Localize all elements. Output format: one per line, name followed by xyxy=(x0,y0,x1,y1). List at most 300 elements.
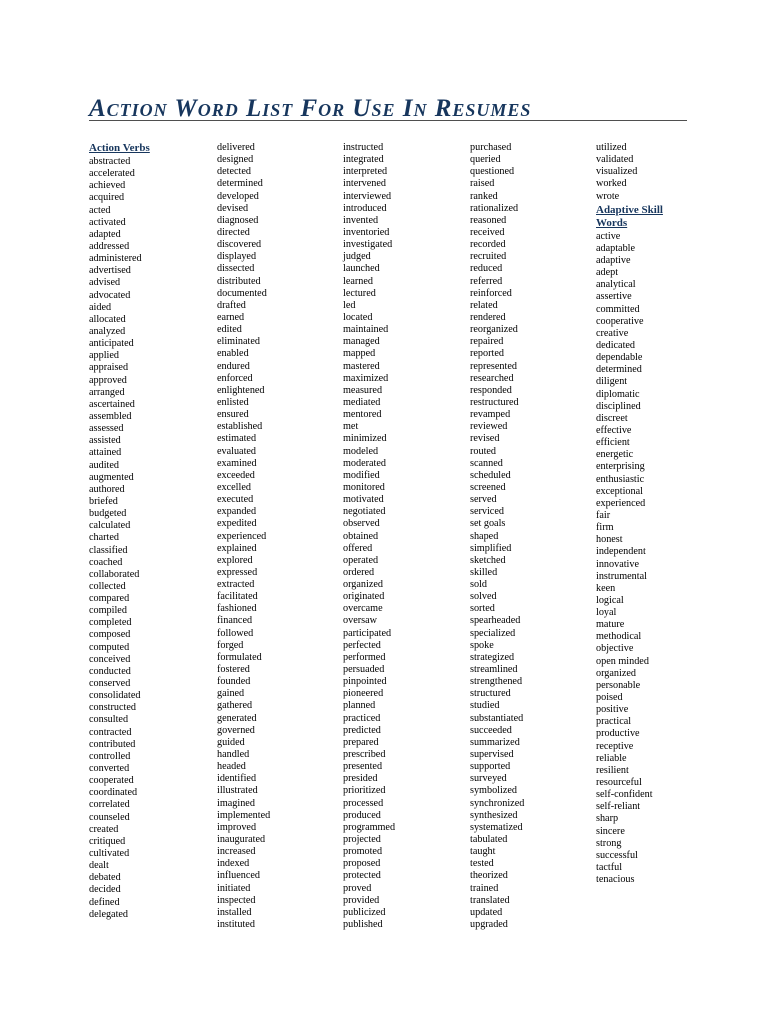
word-item: imagined xyxy=(217,797,255,809)
word-item: extracted xyxy=(217,579,255,591)
word-item: classified xyxy=(89,544,128,556)
word-item: self-reliant xyxy=(596,801,641,813)
word-item: presided xyxy=(343,773,378,785)
word-item: evaluated xyxy=(217,445,257,457)
word-item: prepared xyxy=(343,736,379,748)
word-item: coordinated xyxy=(89,787,138,799)
word-item: identified xyxy=(217,773,257,785)
word-item: intervened xyxy=(343,178,386,190)
word-item: energetic xyxy=(596,449,634,461)
word-item: forged xyxy=(217,639,244,651)
word-item: tabulated xyxy=(470,834,508,846)
word-item: analyzed xyxy=(89,325,126,337)
word-item: processed xyxy=(343,797,384,809)
word-item: formulated xyxy=(217,651,262,663)
word-item: organized xyxy=(343,579,383,591)
word-item: indexed xyxy=(217,858,250,870)
word-item: mentored xyxy=(343,409,382,421)
word-item: substantiated xyxy=(470,712,524,724)
word-item: calculated xyxy=(89,520,131,532)
word-item: oversaw xyxy=(343,615,377,627)
word-item: monitored xyxy=(343,481,385,493)
word-item: devised xyxy=(217,202,249,214)
word-item: theorized xyxy=(470,870,508,882)
word-item: appraised xyxy=(89,362,129,374)
word-item: sketched xyxy=(470,554,506,566)
word-item: edited xyxy=(217,324,242,336)
word-item: logical xyxy=(596,594,624,606)
word-list xyxy=(217,142,337,931)
word-item: self-confident xyxy=(596,789,653,801)
word-item: published xyxy=(343,919,383,930)
word-item: recorded xyxy=(470,239,506,251)
word-item: authored xyxy=(89,483,125,495)
word-item: screened xyxy=(470,481,506,493)
word-item: achieved xyxy=(89,180,126,192)
word-item: prioritized xyxy=(343,785,386,797)
word-item: judged xyxy=(343,251,371,263)
word-item: routed xyxy=(470,445,497,457)
word-item: enlightened xyxy=(217,384,265,396)
word-item: queried xyxy=(470,154,501,166)
word-list xyxy=(343,142,463,931)
word-item: inspected xyxy=(217,894,256,906)
word-item: detected xyxy=(217,166,251,178)
word-item: allocated xyxy=(89,313,126,325)
word-item: resilient xyxy=(596,764,629,776)
word-item: represented xyxy=(470,360,517,372)
word-item: completed xyxy=(89,617,132,629)
word-item: launched xyxy=(343,263,380,275)
word-item: accelerated xyxy=(89,168,135,180)
word-item: managed xyxy=(343,336,380,348)
word-item: spoke xyxy=(470,639,494,651)
word-item: adaptive xyxy=(596,254,631,266)
word-item: introduced xyxy=(343,202,387,214)
word-item: synchronized xyxy=(470,797,525,809)
word-item: raised xyxy=(470,178,495,190)
word-item: pioneered xyxy=(343,688,384,700)
word-item: influenced xyxy=(217,870,260,882)
word-item: productive xyxy=(596,728,640,740)
word-item: addressed xyxy=(89,240,130,252)
word-item: perfected xyxy=(343,639,381,651)
word-item: visualized xyxy=(596,166,638,178)
word-item: audited xyxy=(89,459,119,471)
word-item: assembled xyxy=(89,410,132,422)
word-item: receptive xyxy=(596,740,634,752)
word-item: honest xyxy=(596,534,623,546)
word-item: responded xyxy=(470,384,512,396)
word-item: diplomatic xyxy=(596,388,640,400)
word-item: streamlined xyxy=(470,664,518,676)
word-item: open minded xyxy=(596,655,649,667)
word-item: earned xyxy=(217,311,245,323)
word-list xyxy=(596,142,716,203)
word-item: summarized xyxy=(470,736,520,748)
word-item: tenacious xyxy=(596,874,635,886)
word-item: designed xyxy=(217,154,254,166)
word-item: reliable xyxy=(596,752,627,764)
word-item: cultivated xyxy=(89,848,130,860)
word-item: expanded xyxy=(217,506,257,518)
word-item: sorted xyxy=(470,603,495,615)
word-item: personable xyxy=(596,679,641,691)
word-item: implemented xyxy=(217,809,271,821)
word-item: operated xyxy=(343,554,379,566)
word-item: established xyxy=(217,421,263,433)
word-item: instituted xyxy=(217,919,255,930)
word-item: reviewed xyxy=(470,421,508,433)
word-item: explored xyxy=(217,554,253,566)
word-item: maintained xyxy=(343,324,389,336)
word-item: negotiated xyxy=(343,506,386,518)
column-2 xyxy=(217,142,337,931)
word-item: invented xyxy=(343,214,379,226)
word-item: fair xyxy=(596,509,611,521)
word-item: planned xyxy=(343,700,376,712)
word-item: ascertained xyxy=(89,398,135,410)
word-item: creative xyxy=(596,327,629,339)
word-item: modified xyxy=(343,469,380,481)
word-item: strong xyxy=(596,837,622,849)
word-item: keen xyxy=(596,582,616,594)
word-item: acted xyxy=(89,204,111,216)
word-item: promoted xyxy=(343,846,383,858)
word-item: objective xyxy=(596,643,634,655)
word-item: validated xyxy=(596,154,634,166)
word-item: successful xyxy=(596,849,638,861)
word-item: converted xyxy=(89,763,130,775)
word-item: delivered xyxy=(217,142,255,153)
word-item: minimized xyxy=(343,433,387,445)
word-item: practiced xyxy=(343,712,381,724)
word-item: solved xyxy=(470,591,497,603)
column-5 xyxy=(596,142,716,886)
word-item: determined xyxy=(596,364,642,376)
word-item: adaptable xyxy=(596,242,636,254)
word-item: reorganized xyxy=(470,324,518,336)
word-item: enforced xyxy=(217,372,253,384)
word-item: researched xyxy=(470,372,514,384)
word-item: located xyxy=(343,311,373,323)
word-item: succeeded xyxy=(470,724,512,736)
word-item: defined xyxy=(89,896,120,908)
word-item: collaborated xyxy=(89,568,140,580)
word-item: distributed xyxy=(217,275,261,287)
column-4 xyxy=(470,142,590,931)
word-item: mapped xyxy=(343,348,376,360)
word-item: contributed xyxy=(89,738,136,750)
word-item: financed xyxy=(217,615,253,627)
action-verbs-heading: Action Verbs xyxy=(89,142,150,154)
word-item: rendered xyxy=(470,311,506,323)
word-item: projected xyxy=(343,834,381,846)
word-item: enlisted xyxy=(217,396,249,408)
word-list xyxy=(470,142,590,931)
word-item: interpreted xyxy=(343,166,388,178)
word-item: disciplined xyxy=(596,400,641,412)
word-item: restructured xyxy=(470,396,519,408)
word-item: wrote xyxy=(596,190,620,202)
word-item: discreet xyxy=(596,412,628,424)
word-item: activated xyxy=(89,216,126,228)
word-item: maximized xyxy=(343,372,389,384)
word-item: followed xyxy=(217,627,254,639)
word-item: practical xyxy=(596,716,632,728)
word-item: facilitated xyxy=(217,591,258,603)
word-item: investigated xyxy=(343,239,393,251)
word-item: drafted xyxy=(217,299,246,311)
word-item: dedicated xyxy=(596,339,636,351)
word-item: advocated xyxy=(89,289,131,301)
word-item: installed xyxy=(217,906,252,918)
word-item: proposed xyxy=(343,858,381,870)
word-item: symbolized xyxy=(470,785,517,797)
word-item: conceived xyxy=(89,653,131,665)
word-item: rationalized xyxy=(470,202,519,214)
word-item: explained xyxy=(217,542,257,554)
word-item: budgeted xyxy=(89,508,127,520)
word-item: experienced xyxy=(596,497,646,509)
word-item: updated xyxy=(470,906,503,918)
word-item: observed xyxy=(343,518,380,530)
word-item: documented xyxy=(217,287,267,299)
word-item: overcame xyxy=(343,603,383,615)
title-underline xyxy=(89,120,687,121)
word-item: translated xyxy=(470,894,510,906)
word-item: gained xyxy=(217,688,245,700)
word-item: enabled xyxy=(217,348,249,360)
word-item: exceptional xyxy=(596,485,643,497)
word-item: briefed xyxy=(89,495,118,507)
word-item: governed xyxy=(217,724,255,736)
word-item: executed xyxy=(217,494,254,506)
column-3 xyxy=(343,142,463,931)
word-item: modeled xyxy=(343,445,379,457)
word-item: compiled xyxy=(89,605,127,617)
word-item: reduced xyxy=(470,263,503,275)
word-item: revised xyxy=(470,433,500,445)
word-item: measured xyxy=(343,384,383,396)
word-item: moderated xyxy=(343,457,386,469)
word-item: questioned xyxy=(470,166,515,178)
word-item: scheduled xyxy=(470,469,511,481)
word-item: led xyxy=(343,299,356,311)
word-item: ordered xyxy=(343,566,375,578)
word-item: independent xyxy=(596,546,646,558)
word-item: proved xyxy=(343,882,372,894)
word-item: served xyxy=(470,494,497,506)
word-item: participated xyxy=(343,627,392,639)
word-item: scanned xyxy=(470,457,503,469)
word-item: ranked xyxy=(470,190,498,202)
word-item: specialized xyxy=(470,627,516,639)
word-item: approved xyxy=(89,374,127,386)
word-item: contracted xyxy=(89,726,132,738)
word-item: applied xyxy=(89,350,119,362)
word-item: improved xyxy=(217,821,257,833)
word-item: positive xyxy=(596,704,629,716)
word-item: learned xyxy=(343,275,373,287)
word-item: motivated xyxy=(343,494,384,506)
word-item: interviewed xyxy=(343,190,392,202)
word-item: excelled xyxy=(217,481,251,493)
word-item: innovative xyxy=(596,558,640,570)
word-item: correlated xyxy=(89,799,130,811)
word-item: assisted xyxy=(89,435,121,447)
adaptive-skill-words-heading: Adaptive Skill Words xyxy=(596,203,663,230)
word-item: produced xyxy=(343,809,381,821)
word-item: presented xyxy=(343,761,383,773)
word-item: committed xyxy=(596,303,640,315)
word-item: simplified xyxy=(470,542,512,554)
word-item: sincere xyxy=(596,825,625,837)
word-item: compared xyxy=(89,593,130,605)
word-item: publicized xyxy=(343,906,386,918)
word-item: computed xyxy=(89,641,130,653)
word-item: coached xyxy=(89,556,123,568)
word-item: serviced xyxy=(470,506,504,518)
word-item: abstracted xyxy=(89,156,131,167)
word-item: reinforced xyxy=(470,287,512,299)
word-item: headed xyxy=(217,761,246,773)
word-item: integrated xyxy=(343,154,384,166)
word-item: initiated xyxy=(217,882,251,894)
word-item: assessed xyxy=(89,423,124,435)
word-item: poised xyxy=(596,692,623,704)
word-item: controlled xyxy=(89,750,131,762)
word-item: dissected xyxy=(217,263,255,275)
word-item: protected xyxy=(343,870,381,882)
word-item: charted xyxy=(89,532,119,544)
word-item: met xyxy=(343,421,359,433)
word-item: trained xyxy=(470,882,499,894)
word-item: dealt xyxy=(89,860,109,872)
word-item: pinpointed xyxy=(343,676,387,688)
word-item: handled xyxy=(217,749,250,761)
word-item: constructed xyxy=(89,702,136,714)
word-item: utilized xyxy=(596,142,627,153)
word-item: estimated xyxy=(217,433,257,445)
word-item: increased xyxy=(217,846,256,858)
word-item: composed xyxy=(89,629,131,641)
word-item: tested xyxy=(470,858,494,870)
word-item: advertised xyxy=(89,265,131,277)
word-item: firm xyxy=(596,522,614,534)
word-item: fostered xyxy=(217,664,250,676)
word-item: inventoried xyxy=(343,226,390,238)
word-item: upgraded xyxy=(470,919,508,930)
word-item: advised xyxy=(89,277,121,289)
word-item: created xyxy=(89,823,119,835)
word-item: adapted xyxy=(89,228,121,240)
word-item: sharp xyxy=(596,813,619,825)
word-item: active xyxy=(596,230,621,242)
word-item: resourceful xyxy=(596,777,642,789)
word-item: endured xyxy=(217,360,250,372)
word-item: fashioned xyxy=(217,603,257,615)
word-item: consolidated xyxy=(89,690,141,702)
word-item: supervised xyxy=(470,749,514,761)
word-item: received xyxy=(470,226,505,238)
word-item: structured xyxy=(470,688,511,700)
word-item: founded xyxy=(217,676,251,688)
word-item: recruited xyxy=(470,251,507,263)
word-item: dependable xyxy=(596,352,643,364)
word-item: guided xyxy=(217,736,245,748)
word-item: revamped xyxy=(470,409,511,421)
word-item: repaired xyxy=(470,336,504,348)
word-item: related xyxy=(470,299,498,311)
word-item: systematized xyxy=(470,821,523,833)
word-item: consulted xyxy=(89,714,129,726)
word-item: illustrated xyxy=(217,785,258,797)
word-item: mature xyxy=(596,619,625,631)
word-item: instructed xyxy=(343,142,384,153)
page-title: Action Word List For Use In Resumes xyxy=(89,95,532,122)
word-item: displayed xyxy=(217,251,257,263)
word-item: reported xyxy=(470,348,504,360)
word-item: augmented xyxy=(89,471,134,483)
word-item: anticipated xyxy=(89,338,134,350)
word-item: mastered xyxy=(343,360,380,372)
word-item: persuaded xyxy=(343,664,385,676)
word-item: exceeded xyxy=(217,469,255,481)
word-list xyxy=(596,231,716,887)
column-1 xyxy=(89,142,209,921)
word-item: debated xyxy=(89,872,121,884)
word-item: studied xyxy=(470,700,500,712)
word-item: synthesized xyxy=(470,809,518,821)
word-item: conducted xyxy=(89,665,131,677)
word-item: methodical xyxy=(596,631,642,643)
word-item: counseled xyxy=(89,811,130,823)
word-item: set goals xyxy=(470,518,506,530)
word-item: cooperative xyxy=(596,315,644,327)
word-item: diagnosed xyxy=(217,214,259,226)
word-item: diligent xyxy=(596,376,628,388)
word-item: administered xyxy=(89,253,142,265)
word-item: reasoned xyxy=(470,214,507,226)
word-item: supported xyxy=(470,761,511,773)
word-item: strengthened xyxy=(470,676,523,688)
word-item: critiqued xyxy=(89,835,126,847)
word-item: adept xyxy=(596,267,619,279)
word-item: gathered xyxy=(217,700,253,712)
word-item: sold xyxy=(470,579,487,591)
word-item: inaugurated xyxy=(217,834,266,846)
word-item: ensured xyxy=(217,409,249,421)
word-item: experienced xyxy=(217,530,267,542)
word-item: mediated xyxy=(343,396,381,408)
word-item: enthusiastic xyxy=(596,473,645,485)
word-item: referred xyxy=(470,275,503,287)
word-item: aided xyxy=(89,301,112,313)
word-item: programmed xyxy=(343,821,396,833)
word-item: delegated xyxy=(89,908,129,920)
word-item: obtained xyxy=(343,530,379,542)
word-item: tactful xyxy=(596,862,623,874)
word-item: directed xyxy=(217,226,250,238)
word-item: generated xyxy=(217,712,257,724)
word-item: arranged xyxy=(89,386,125,398)
word-item: efficient xyxy=(596,437,630,449)
word-item: acquired xyxy=(89,192,125,204)
word-item: organized xyxy=(596,667,636,679)
word-item: strategized xyxy=(470,651,515,663)
word-item: purchased xyxy=(470,142,512,153)
